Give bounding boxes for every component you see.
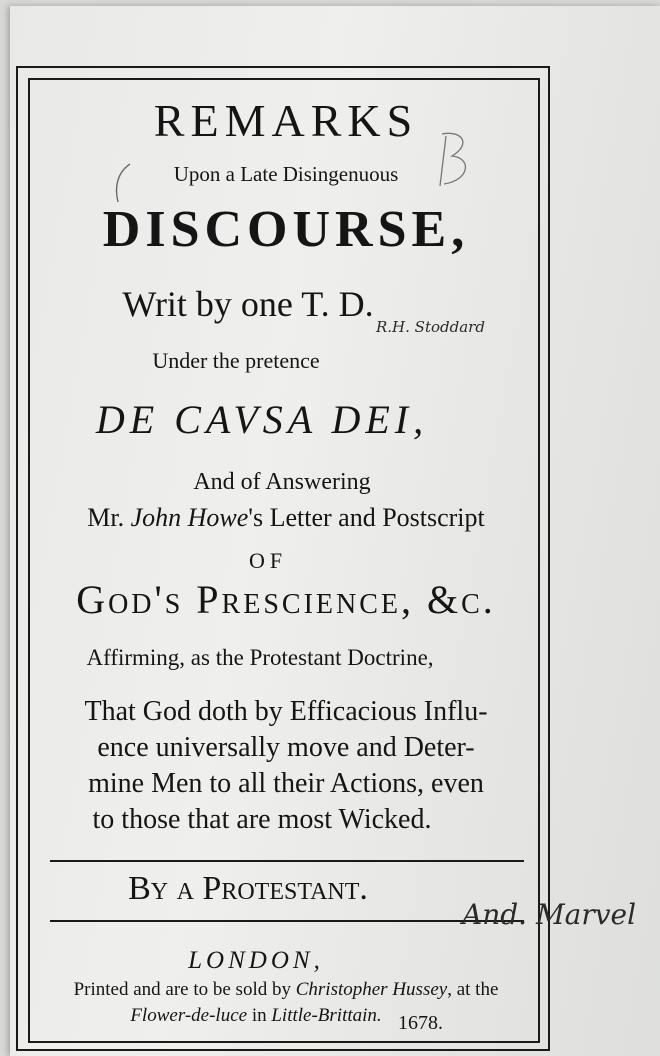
title-john-howe: John Howe [130,503,249,532]
title-answering: And of Answering [193,469,371,495]
title-howe-letter [30,505,542,531]
imprint-printer-name: Christopher Hussey [295,979,448,1000]
title-to-those: to those that are most Wicked. [92,804,432,835]
imprint-at-the: , at the [447,979,499,1000]
title-upon-line: Upon a Late Disingenuous [173,162,399,186]
handwritten-pencil-b [428,128,478,192]
handwritten-pencil-mark [108,162,136,206]
handwritten-marvel: And. Marvel [462,898,637,931]
title-of: OF [248,548,288,573]
title-mr: Mr. [87,503,125,532]
imprint-printed: Printed and are to be sold by [73,979,296,1000]
imprint-in: in [247,1005,272,1026]
title-mine-men: mine Men to all their Actions, even [88,768,484,799]
imprint-flower-de-luce: Flower-de-luce [130,1005,248,1026]
title-writ-by: Writ by one T. D. [122,284,374,324]
title-ence-universally: ence universally move and Deter- [97,732,475,763]
imprint-little-brittain: Little-Brittain. [271,1005,382,1026]
title-discourse: DISCOURSE, [102,201,470,258]
rule-bottom [50,920,524,922]
imprint-city: LONDON, [188,947,324,974]
title-gods-prescience: God's Prescience, &c. [76,577,496,622]
handwritten-stoddard: R.H. Stoddard [376,318,485,336]
title-that-god: That God doth by Efficacious Influ- [84,696,488,727]
imprint-printed-by [30,980,542,999]
imprint-year: 1678. [398,1012,443,1034]
author-line: By a Protestant. [128,870,368,907]
title-de-causa-dei: DE CAVSA DEI, [95,397,429,442]
title-under-pretence: Under the pretence [152,348,320,373]
title-remarks: REMARKS [153,95,419,146]
rule-top [50,860,524,862]
title-affirming: Affirming, as the Protestant Doctrine, [86,645,434,670]
title-letter-postscript: 's Letter and Postscript [248,503,485,532]
page [10,6,660,1056]
